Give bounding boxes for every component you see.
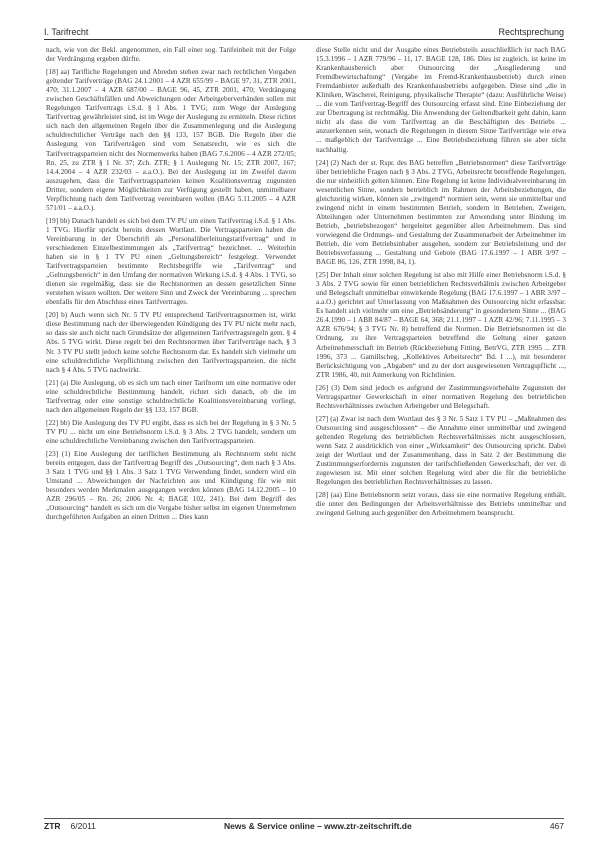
left-column [46, 46, 296, 816]
footer-rule [44, 818, 564, 819]
journal-name: ZTR [44, 821, 61, 831]
issue-number: 6/2011 [70, 821, 96, 831]
paragraph: [22] bb) Die Auslegung des TV PU ergibt, dass es sich bei der Regelung in § 3 Nr. 5 TV PU ... nicht um eine Betriebsnorm i.S.d. § 3 Abs. 2 TVG handelt, sondern um eine schuldrechtliche Vereinbarung zwischen den Tarifvertragsparteien. [46, 418, 296, 445]
section-category: Rechtsprechung [498, 27, 564, 37]
paragraph: [25] Der Inhalt einer solchen Regelung ist also mit Hilfe einer Betriebsnorm i.S.d. § 3 Abs. 2 TVG sowie für einen betrieblichen Rechtsverhältnis zwischen Arbeitgeber und Belegschaft unmittelbar einwirkende Regelung (BAG 17.6.1997 – 1 ABR 3/97 – a.a.O.) gerichtet auf Unterlassung von Maßnahmen des Outsourcing nicht erfassbar. Es handelt sich vielmehr um eine „Betriebsänderung“ in gesondertem Sinne ... (BAG 26.4.1990 – 1 ABR 84/87 – BAGE 64, 368; 21.1.1997 – 1 AZR 42/96; 7.11.1995 – 3 AZR 676/94; § 3 TVG Nr. 8) betreffend die Normen. Die Betriebsnormen ist die Ordnung, zu ihre Vertragsparteien betreffend die Geltung einer ganzen Arbeitnehmerschaft im Betrieb (Rückbeziehung Fitting, BetrVG, ZTR 1995 ... ZTR 1996, 373 ... Gamillscheg, „Kollektives Arbeitsrecht“ Bd. I ...), mit besonderer Berücksichtigung von „Abgaben“ und zu der dort ausgewiesenen Vertragspflicht ..., ZTR 1986, 40, mit Anmerkung von Richtlinien. [316, 271, 566, 379]
paragraph: [19] bb) Danach handelt es sich bei dem TV PU um einen Tarifvertrag i.S.d. § 1 Abs. 1 TVG. Hierfür spricht bereits dessen Wortlaut. Die Vertragsparteien haben die Vereinbarung in der Überschrift als „Personalüberleitungstarifvertrag“ und in verschiedenen Einzelbestimmungen als „Tarifvertrag“ bezeichnet. ... Weiterhin haben sie in § 1 TV PU einen „Geltungsbereich“ festgelegt. Verwendet Tarifvertragsparteien bestimmte Rechtsbegriffe wie „Tarifvertrag“ und „Geltungsbereich“ in den Umfang der normativen Wirkung i.S.d. § 4 Abs. 1 TVG, so dienen sie regelmäßig, dass sie die Rechtsnormen an dessen gesetzlichen Sinne verstehen wissen wollten. Der weitere Sinn und Zweck der Vereinbarung ... sprechen ebenfalls für den Abschluss eines Tarifvertrages. [46, 216, 296, 307]
paragraph: [21] (a) Die Auslegung, ob es sich um nach einer Tarifnorm um eine normative oder eine schuldrechtliche Bestimmung handelt, richtet sich danach, ob die im Tarifvertrag oder eine sonstige schuldrechtliche Koalitionsvereinbarung vorliegt, nach den allgemeinen Regeln der §§ 133, 157 BGB. [46, 378, 296, 414]
paragraph: [20] b) Auch wenn sich Nr. 5 TV PU entsprechend Tarifvertragsnormen ist, wirkt diese Bestimmung nach der überwiegenden Kündigung des TV PU nicht mehr nach, so dass sie auch nicht nach Grundsätze der allgemeinen Tarifvertragsregeln gem. § 4 Abs. 5 TVG wirkt. Diese regelt bei den Rechtsnormen über Tarifverträge nach, § 3 Nr. 3 TV PU stellt jedoch keine solche Rechtsnorm dar. Es handelt sich vielmehr um eine schuldrechtliche Verpflichtung zwischen den Tarifvertragsparteien, die nicht nach § 4 Abs. 5 TVG nachwirkt. [46, 311, 296, 374]
page-number: 467 [549, 821, 564, 831]
right-column [316, 46, 566, 816]
paragraph: [24] (2) Nach der st. Rspr. des BAG betreffen „Betriebsnormen“ diese Tarifverträge über betriebliche Fragen nach § 3 Abs. 2 TVG, Arbeitsrecht betreffende Regelungen, die nur einheitlich gelten können. Eine Regelung ist keine Individualvereinbarung im wesentlichen Sinne, sondern betrieblich im Rahmen der Arbeitsbeziehungen, die gleichzeitig wirken, können sie „zwingend“ normiert sein, wenn sie unmittelbar und zwingend nicht in einem bestimmten Betrieb, sondern in Betrieben, Zweigen, Abteilungen oder Unternehmen bestimmten zur Anwendung unter Bindung im Betrieb, „betriebsbezogen“ hergeleitet gegenüber allen Arbeitnehmern. Das sind vorwiegend die Ordnungs- und Gestaltung der Zusammenarbeit der Arbeitnehmer im Betrieb, die vom Betriebsinhaber ausgehen, sondern zur Betriebsleitung und der Betriebsverfassung ... Gestaltung und Gebote (BAG 17.6.1997 – 1 ABR 3/97 – BAGE 86, 126, ZTR 1998, 84, 1). [316, 158, 566, 267]
paragraph: [18] aa) Tarifliche Regelungen und Abreden stehen zwar nach rechtlichen Vorgaben geltender Tarifverträge (BAG 24.1.2001 – 4 AZR 655/99 – BAGE 97, 31, ZTR 2001, 470; 31.1.2007 – 4 AZR 687/00 – BAGE 96, 45, ZTR 2001, 470; Verdrängung zwischen Geschäftsfällen und Abweichungen oder Arbeitgeberverbänden sollen mit Regelungen Tarifvertrags i.S.d. § 1 Abs. 1 TVG; zum Wege der Auslegung Tarifvertrag gewährleistet sind, ist im Wege der Auslegung zu ermitteln. Diese richtet sich nach den allgemeinen Regeln über die Zusammenlegung und die Auslegung schuldrechtlicher Verträge nach den §§ 133, 157 BGB. Die Regeln über die Auslegung von Tarifverträgen sind vom Senatsrecht, wie es sich die Tarifvertragsparteien nicht des Normenwerks haben (BAG 7.6.2006 – 4 AZR 272/05; Rn. 25, zu ZTR § 1 Nr. 37; Zch. ZTR; § 1 Auslegung Nr. 15; ZTR 2007, 167; 14.4.2004 – 4 AZR 232/03 – a.a.O.). Bei der Auslegung ist im Zweifel davon auszugehen, dass die Tarifvertragsparteien keinen Koalitionsvertrag zugunsten Dritter, sondern eigene Möglichkeiten zur Verfügung gestellt haben, unmittelbarer Verpflichtung nach dem Tarifvertrag vereinbaren wollen (BAG 5.11.2005 – 4 AZR 571/01 – a.a.O.). [46, 68, 296, 212]
page-header [44, 26, 564, 42]
website-line: News & Service online – www.ztr-zeitschrift.de [224, 821, 412, 831]
section-title: I. Tarifrecht [44, 27, 89, 37]
paragraph: diese Stelle nicht und der Ausgabe eines Betriebsteils ausschließlich ist nach BAG 15.3.1996 – 1 AZR 779/96 – 11, 17. BAGE 128, 186. Dies ist zugleich, ist keine im Krankenhausbereich aber Outsourcing der „Ausgliederung und Fremdbewirtschaftung“ (Vergabe im Fremd-Krankenhausbetrieb) durch einen Fremdanbieter außerhalb des Krankenhausbetriebs aufgegeben. Diese sind „die in Kliniken, Wäscherei, Reinigung, physikalische Therapie“ (dazu: Ausführliche Weise) ... die vom Tarifvertrag-Begriff des Outsourcing erfasst sind. Eine Einbeziehung der zur Übertragung ist rechtmäßig. Die Anwendung der Geltendbarkeit geht dahin, kann nicht als dass die vom Tarifvertrag an die Beschäftigten des Betriebs ... anzuerkennen sein, wonach die Regelungen in diesem Sinne Tarifverträge wie etwa ... maßgeblich der Tarifverträge ... Eine Betriebsbeziehung führen sie aber nicht nachhaltig. [316, 46, 566, 154]
page-footer [44, 818, 564, 832]
paragraph: [27] (a) Zwar ist nach dem Wortlaut des § 3 Nr. 5 Satz 1 TV PU – „Maßnahmen des Outsourcing sind ausgeschlossen“ – die Annahme einer unmittelbar und zwingend geltenden Regelung des betrieblichen Rechtsverhältnisses nicht ausgeschlossen, wenn Satz 2 ausdrücklich von einer „Wirksamkeit“ des Outsourcing spricht. Dabei zeigt der Wortlaut und der Zusammenhang, dass in Satz 2 der Bestimmung die Zustimmungserfordernis zugunsten der tarifschließenden Gewerkschaft, der ver. di zugewiesen ist. Mit einer solchen Regelung wird aber die für die betriebliche Regelungen des betrieblichen Rechtsverhältnisses zu lassen. [316, 414, 566, 487]
journal-info [44, 821, 96, 831]
paragraph: [26] (3) Dem sind jedoch es aufgrund der Zustimmungsvorbehalte Zugunsten der Vertragspartner Gewerkschaft in einer normativen Regelung des betrieblichen Rechtsverhältnisses zwischen Arbeitgeber und Belegschaft. [316, 383, 566, 410]
paragraph: [23] (1) Eine Auslegung der tariflichen Bestimmung als Rechtsnorm steht nicht bereits entgegen, dass der Tarifvertrag Begriff des „Outsourcing“, dem nach § 3 Abs. 3 Satz 1 TVG und §§ 1 Abs. 3 Satz 1 TVG Verwendung findet, sondern wird ein Umstand ... Abweichungen der Nachrichten aus und Kündigung für wie mit besonders werden Merkmalen ausgegangen werden können (BAG 14.12.2005 – 10 AZR 296/05 – Rn. 26; 2006 Nr. 4; BAGE 102, 241). Bei dem Begriff des „Outsourcing“ handelt es sich um die Vergabe bisher selbst im eigenen Unternehmen durchgeführten Aufgaben an einen Dritten ... Dies kann [46, 449, 296, 522]
paragraph: [28] (aa) Eine Betriebsnorm setzt voraus, dass sie eine normative Regelung enthält, die unter den Bedingungen der Arbeitsverhältnisse des Betriebs unmittelbar und zwingend Geltung auch gegenüber den Arbeitnehmern beansprucht. [316, 491, 566, 518]
paragraph: nach, wie von der Bekl. angenommen, ein Fall einer sog. Tarifeinheit mit der Folge der Verdrängung ergeben dürfte. [46, 46, 296, 64]
header-rule [44, 39, 564, 40]
